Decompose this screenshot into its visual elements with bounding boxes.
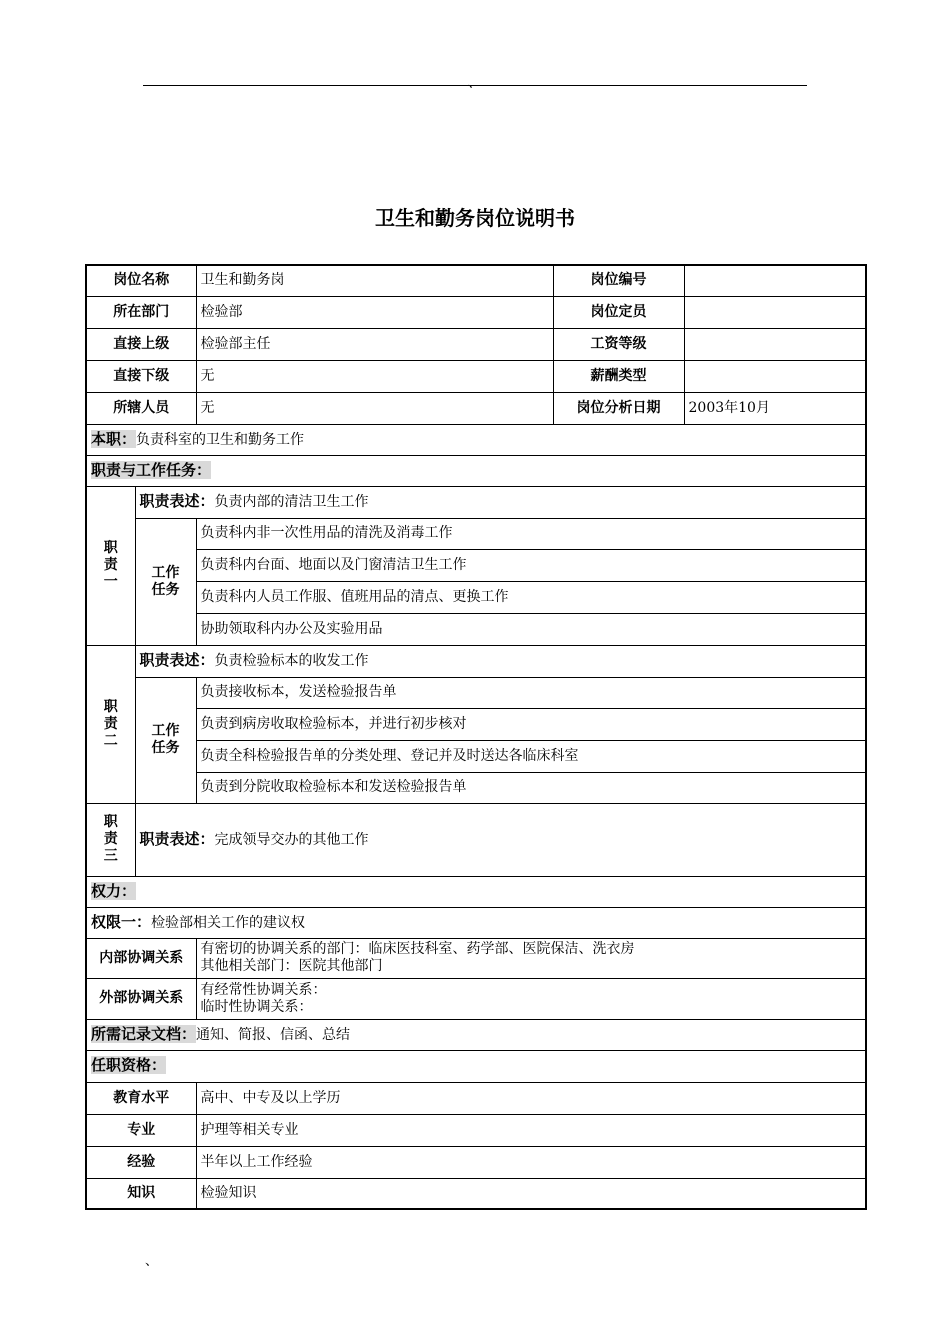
internal-coordination-cell	[196, 938, 866, 978]
duties-header-cell	[86, 455, 866, 486]
duty1-task-label: 工作 任务	[135, 518, 196, 645]
position-name-label: 岗位名称	[86, 265, 196, 296]
row-duty2-desc	[86, 645, 866, 677]
duty3-desc-cell	[135, 803, 866, 876]
department-label: 所在部门	[86, 296, 196, 328]
internal-coordination-line-1: 有密切的协调关系的部门：临床医技科室、药学部、医院保洁、洗衣房	[200, 941, 635, 957]
duties-header: 职责与工作任务：	[91, 460, 212, 479]
duty2-task-label: 工作 任务	[135, 677, 196, 803]
row-duty2-task-4	[86, 772, 866, 803]
duty1-task-2: 负责科内台面、地面以及门窗清洁卫生工作	[196, 549, 866, 581]
qualifications-header: 任职资格：	[91, 1056, 167, 1074]
job-core-cell	[86, 424, 866, 455]
row-major	[86, 1114, 866, 1146]
row-duty1-task-4	[86, 613, 866, 645]
row-duty1-task-2	[86, 549, 866, 581]
knowledge-value: 检验知识	[196, 1178, 866, 1209]
authority-1-value: 检验部相关工作的建议权	[151, 914, 306, 931]
superior-label: 直接上级	[86, 328, 196, 360]
footer-mark: 、	[145, 1254, 159, 1269]
department-value: 检验部	[196, 296, 553, 328]
authority-1-cell	[86, 907, 866, 938]
external-coordination-cell	[196, 978, 866, 1019]
header-rule	[143, 85, 807, 86]
row-superior	[86, 328, 866, 360]
experience-value: 半年以上工作经验	[196, 1146, 866, 1178]
document-title: 卫生和勤务岗位说明书	[375, 206, 575, 230]
subordinate-label: 直接下级	[86, 360, 196, 392]
duty1-desc-label: 职责表述：	[139, 492, 215, 510]
job-description-table	[85, 264, 867, 1210]
row-duty2-task-1	[86, 677, 866, 708]
duty1-desc-cell	[135, 486, 866, 518]
duty2-task-2: 负责到病房收取检验标本，并进行初步核对	[196, 708, 866, 740]
duty1-task-1: 负责科内非一次性用品的清洗及消毒工作	[196, 518, 866, 549]
authority-header-cell	[86, 876, 866, 907]
staff-value: 无	[196, 392, 553, 424]
internal-coordination-label: 内部协调关系	[86, 938, 196, 978]
education-label: 教育水平	[86, 1082, 196, 1114]
position-name-value: 卫生和勤务岗	[196, 265, 553, 296]
qualifications-header-cell	[86, 1050, 866, 1082]
duty3-desc-label: 职责表述：	[139, 829, 215, 848]
row-education	[86, 1082, 866, 1114]
duty2-task-4: 负责到分院收取检验标本和发送检验报告单	[196, 772, 866, 803]
education-value: 高中、中专及以上学历	[196, 1082, 866, 1114]
major-value: 护理等相关专业	[196, 1114, 866, 1146]
duty3-label: 职 责 三	[86, 803, 135, 876]
duty3-desc: 完成领导交办的其他工作	[214, 831, 369, 848]
analysis-date-value: 2003年10月	[684, 392, 866, 424]
duty2-desc-cell	[135, 645, 866, 677]
authority-1-label: 权限一：	[91, 912, 152, 931]
row-duty1-desc	[86, 486, 866, 518]
records-value: 通知、简报、信函、总结	[196, 1026, 351, 1043]
row-subordinate	[86, 360, 866, 392]
row-internal-coordination	[86, 938, 866, 978]
records-cell	[86, 1019, 866, 1050]
position-code-value	[684, 265, 866, 296]
internal-coordination-line-2: 其他相关部门：医院其他部门	[200, 958, 383, 974]
duty1-label: 职 责 一	[86, 486, 135, 645]
row-staff	[86, 392, 866, 424]
row-duty1-task-3	[86, 581, 866, 613]
row-duty2-task-2	[86, 708, 866, 740]
row-knowledge	[86, 1178, 866, 1209]
row-authority-header	[86, 876, 866, 907]
major-label: 专业	[86, 1114, 196, 1146]
duty2-task-3: 负责全科检验报告单的分类处理、登记并及时送达各临床科室	[196, 740, 866, 772]
experience-label: 经验	[86, 1146, 196, 1178]
row-job-core	[86, 424, 866, 455]
job-core-value: 负责科室的卫生和勤务工作	[136, 431, 305, 448]
row-external-coordination	[86, 978, 866, 1019]
job-core-label: 本职：	[91, 429, 137, 448]
duty1-desc: 负责内部的清洁卫生工作	[214, 494, 369, 510]
duty2-label: 职 责 二	[86, 645, 135, 803]
knowledge-label: 知识	[86, 1178, 196, 1209]
duty2-desc-label: 职责表述：	[139, 651, 215, 669]
external-coordination-line-1: 有经常性协调关系：	[200, 981, 327, 998]
row-records	[86, 1019, 866, 1050]
row-duty2-task-3	[86, 740, 866, 772]
row-authority-1	[86, 907, 866, 938]
staff-label: 所辖人员	[86, 392, 196, 424]
duty1-task-4: 协助领取科内办公及实验用品	[196, 613, 866, 645]
duty1-task-3: 负责科内人员工作服、值班用品的清点、更换工作	[196, 581, 866, 613]
quota-label: 岗位定员	[553, 296, 684, 328]
position-code-label: 岗位编号	[553, 265, 684, 296]
salary-type-label: 薪酬类型	[553, 360, 684, 392]
header-mark: 、	[468, 76, 482, 91]
grade-label: 工资等级	[553, 328, 684, 360]
grade-value	[684, 328, 866, 360]
external-coordination-line-2: 临时性协调关系：	[200, 998, 313, 1015]
records-label: 所需记录文档：	[91, 1024, 197, 1043]
row-qualifications-header	[86, 1050, 866, 1082]
row-experience	[86, 1146, 866, 1178]
duty2-task-1: 负责接收标本，发送检验报告单	[196, 677, 866, 708]
salary-type-value	[684, 360, 866, 392]
subordinate-value: 无	[196, 360, 553, 392]
row-department	[86, 296, 866, 328]
superior-value: 检验部主任	[196, 328, 553, 360]
row-duties-header	[86, 455, 866, 486]
row-duty1-task-1	[86, 518, 866, 549]
analysis-date-label: 岗位分析日期	[553, 392, 684, 424]
row-position-name	[86, 265, 866, 296]
duty2-desc: 负责检验标本的收发工作	[214, 653, 369, 669]
external-coordination-label: 外部协调关系	[86, 978, 196, 1019]
row-duty3	[86, 803, 866, 876]
quota-value	[684, 296, 866, 328]
authority-header: 权力：	[91, 881, 137, 900]
